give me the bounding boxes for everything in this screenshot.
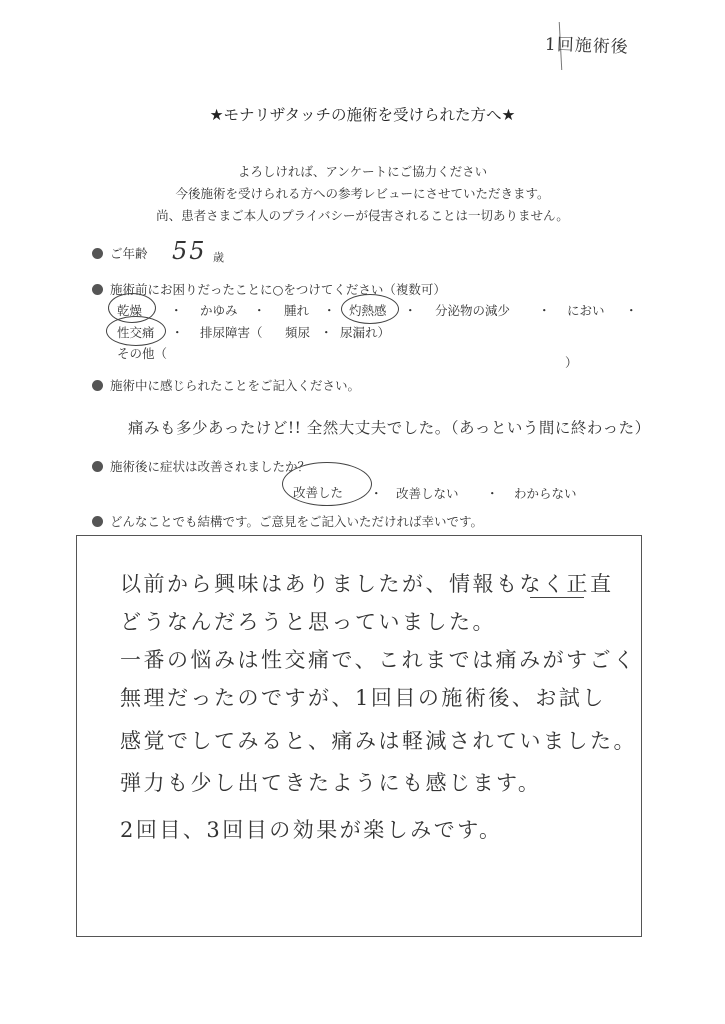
option-frequent-urination: 頻尿 bbox=[285, 325, 311, 340]
option-swelling: 腫れ bbox=[284, 303, 310, 318]
separator: ・ bbox=[625, 303, 638, 318]
question-during bbox=[92, 376, 360, 394]
page-title: ★モナリザタッチの施術を受けられた方へ★ bbox=[209, 106, 516, 124]
separator: ・ bbox=[404, 303, 417, 318]
bullet-icon bbox=[92, 284, 103, 295]
bullet-icon bbox=[92, 248, 103, 259]
separator: ・ bbox=[486, 486, 499, 501]
question-label: どんなことでも結構です。ご意見をご記入いただければ幸いです。 bbox=[110, 514, 484, 529]
option-urinary-disorder: 排尿障害（ bbox=[200, 325, 263, 340]
selection-circle bbox=[341, 294, 399, 324]
bullet-icon bbox=[92, 516, 103, 527]
question-label: 施術前にお困りだったことに○をつけてください（複数可） bbox=[110, 282, 446, 297]
session-note: 1回施術後 bbox=[544, 34, 630, 58]
question-label: 施術後に症状は改善されましたか？ bbox=[110, 459, 311, 474]
comment-line: 以前から興味はありましたが、情報もなく正直 bbox=[120, 572, 614, 596]
option-unknown: わからない bbox=[514, 486, 577, 501]
option-burning: 灼熱感 bbox=[349, 303, 387, 318]
option-dyspareunia: 性交痛 bbox=[117, 325, 155, 340]
bullet-icon bbox=[92, 380, 103, 391]
separator: ・ bbox=[320, 325, 333, 340]
underline-mark bbox=[530, 597, 584, 598]
question-label: ご年齢 bbox=[110, 246, 148, 261]
comment-line: どうなんだろうと思っていました。 bbox=[120, 610, 496, 634]
separator: ・ bbox=[370, 486, 383, 501]
selection-circle bbox=[106, 316, 166, 346]
option-odor: におい bbox=[567, 303, 605, 318]
intro-line: 尚、患者さまご本人のプライバシーが侵害されることは一切ありません。 bbox=[156, 208, 569, 223]
option-leakage: 尿漏れ） bbox=[340, 325, 391, 340]
option-reduced-secretion: 分泌物の減少 bbox=[435, 303, 511, 318]
option-other: その他（ bbox=[117, 346, 168, 361]
question-age bbox=[92, 244, 148, 262]
comment-line: 一番の悩みは性交痛で、これまでは痛みがすごく bbox=[120, 648, 637, 672]
comment-line: 2回目、3回目の効果が楽しみです。 bbox=[120, 818, 503, 842]
option-not-improved: 改善しない bbox=[396, 486, 459, 501]
age-unit: 歳 bbox=[213, 251, 224, 264]
during-answer: 痛みも多少あったけど!! 全然大丈夫でした。（あっという間に終わった） bbox=[128, 419, 651, 437]
separator: ・ bbox=[170, 303, 183, 318]
option-dryness: 乾燥 bbox=[117, 303, 143, 318]
option-itching: かゆみ bbox=[200, 303, 238, 318]
question-after bbox=[92, 457, 310, 475]
separator: ・ bbox=[538, 303, 551, 318]
question-label: 施術中に感じられたことをご記入ください。 bbox=[110, 378, 361, 393]
comment-line: 感覚でしてみると、痛みは軽減されていました。 bbox=[120, 729, 637, 753]
comment-line: 弾力も少し出てきたようにも感じます。 bbox=[120, 771, 542, 795]
separator: ・ bbox=[253, 303, 266, 318]
option-improved: 改善した bbox=[293, 485, 344, 500]
intro-line: よろしければ、アンケートにご協力ください bbox=[237, 164, 488, 179]
separator: ・ bbox=[171, 325, 184, 340]
question-comments bbox=[92, 512, 483, 530]
intro-line: 今後施術を受けられる方への参考レビューにさせていただきます。 bbox=[175, 186, 550, 201]
separator: ・ bbox=[323, 303, 336, 318]
bullet-icon bbox=[92, 461, 103, 472]
age-answer: 55 bbox=[172, 237, 207, 265]
selection-circle bbox=[282, 462, 372, 506]
comment-line: 無理だったのですが、1回目の施術後、お試し bbox=[120, 686, 606, 710]
option-other-close: ） bbox=[565, 355, 578, 370]
